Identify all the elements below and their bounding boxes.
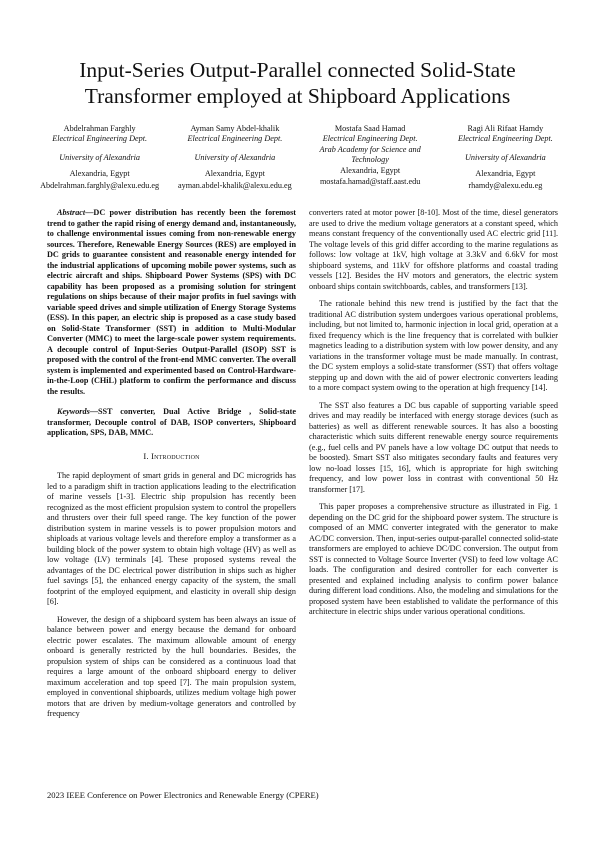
author-name: Abdelrahman Farghly (63, 124, 136, 133)
keywords-text: —SST converter, Dual Active Bridge , Solid-state transformer, Decouple control of DAB, ISOP converters, Shipboard application, SPS, DAB, MMC. (47, 407, 296, 437)
left-column (47, 208, 296, 720)
author-location: Alexandria, Egypt (340, 165, 401, 175)
abstract (47, 208, 296, 397)
author-email: ayman.abdel-khalik@alexu.edu.eg (178, 180, 292, 190)
section-heading-introduction: I. Introduction (143, 450, 200, 461)
author-location: Alexandria, Egypt (475, 169, 536, 179)
right-column (309, 208, 558, 618)
author-location: Alexandria, Egypt (69, 169, 130, 179)
author-dept: Electrical Engineering Dept. (457, 134, 553, 144)
author-2 (167, 124, 302, 191)
author-name: Ayman Samy Abdel-khalik (190, 124, 280, 133)
conference-footer: 2023 IEEE Conference on Power Electronics and Renewable Energy (CPERE) (47, 790, 319, 800)
body-paragraph: This paper proposes a comprehensive structure as illustrated in Fig. 1 depending on the DC grid for the shipboard power system. The structure is composed of an MMC converter integrated with the generator to make AC/DC conversion. Then, input-series output-parallel connected solid-state transformers are employed to achieve DC/DC conversion. The output from SST is connected to Voltage Source Inverter (VSI) to feed low voltage AC loads. The configuration and desired controller for each converter is presented and explained including analysis to confirm power balance during different load conditions. Also, the modeling and simulations for the proposed system have been established to validate the performance of this architecture in electric ships under various operational conditions. (309, 502, 558, 616)
author-4 (438, 124, 573, 191)
author-univ: University of Alexandria (194, 152, 276, 162)
author-name: Mostafa Saad Hamad (334, 124, 406, 133)
author-1 (32, 124, 167, 191)
paper-title: Input-Series Output-Parallel connected Solid-State Transformer employed at Shipboard Applications (79, 58, 516, 108)
author-univ: University of Alexandria (464, 152, 546, 162)
author-dept: Electrical Engineering Dept. (187, 134, 283, 144)
author-dept: Electrical Engineering Dept. (322, 134, 418, 144)
keywords (47, 407, 296, 439)
author-email: mostafa.hamad@staff.aast.edu (319, 177, 421, 187)
keywords-label: Keywords (57, 407, 90, 416)
author-block (32, 124, 573, 191)
author-name: Ragi Ali Rifaat Hamdy (467, 124, 544, 133)
body-paragraph: converters rated at motor power [8-10]. Most of the time, diesel generators are used to drive the medium voltage generators at a constant speed, which means constant frequency of the conventionally used AC electric grid [11]. The voltage levels of this grid differ according to the marine regulations as follows: low voltage at 1kV, high voltage at 3.3kV and 6.6kV for most shipboard systems, and 11kV for offshore platforms and coastal trading vessels [12]. Besides the HV motors and generators, the electric system onboard ships contain switchboards, cables, and transformers [13]. (309, 208, 558, 291)
author-univ: Arab Academy for Science and Technology (319, 144, 421, 165)
author-email: Abdelrahman.farghly@alexu.edu.eg (40, 180, 160, 190)
author-3 (303, 124, 438, 191)
body-paragraph: The rationale behind this new trend is justified by the fact that the traditional AC distribution system undergoes various operational problems, including, but not limited to, harmonic injection in local grid, operation at a fixed frequency which is the line frequency that is correlated with bulkier magnetics leading to a distribution system with low power density, and any variations in the transformer voltage must be made manually. In contrast, the DC system employs a solid-state transformer (SST) that offers voltage stepping up and down with the aid of power electronic converters leading to a more compact system owing to the operation at high frequency [14]. (309, 299, 558, 392)
body-paragraph: The SST also features a DC bus capable of supporting variable speed drives and may readily be interfaced with energy storage devices (such as batteries) as well as different renewable sources. It has also a boosting characteristic which suits different renewable energy source requirements (e.g., fuel cells and PV panels have a low voltage DC output that needs to be boosted). Smart SST also mitigates secondary faults and features very low no-load losses [15, 16], which is appropriate for high switching frequency, and low power loss in contrast with conventional 50 Hz transformer [17]. (309, 400, 558, 494)
author-univ: University of Alexandria (59, 152, 141, 162)
author-location: Alexandria, Egypt (204, 169, 265, 179)
body-paragraph: The rapid deployment of smart grids in general and DC microgrids has led to a paradigm shift in traction applications leading to the electrification of marine vessels [1-3]. Electric ship propulsion has recently been recognized as the most efficient propulsion system to control the propellers and thrusters over their full speed range. The key function of the power distribution system in marine vessels is to power propulsion motors and shiploads at various voltage levels and therefore employ a transformer as a building block of the power system to obtain high voltage (HV) as well as low voltage (LV) terminals [4]. These proposed systems reveal the advantages of the DC electrical power distribution in ships such as higher fuel savings [5], the enhanced energy capacity of the system, the small footprint of the employed equipment, and elasticity in overall ship design [6]. (47, 471, 296, 606)
body-paragraph: However, the design of a shipboard system has been always an issue of balance between power and energy because the demand for onboard electric power escalates. The maximum allowable amount of energy onboard is generally restricted by the hull boundaries. Besides, the propulsion system of ships can be considered as a continuous load that requires a large amount of the onboard shipboard energy to deliver maximum acceleration and top speed [7]. The main propulsion system, employed in conventional shipboards, utilizes medium voltage high power motors that are driven by medium-voltage generators and controlled by frequency (47, 614, 296, 718)
author-email: rhamdy@alexu.edu.eg (468, 180, 543, 190)
author-dept: Electrical Engineering Dept. (52, 134, 148, 144)
abstract-label: Abstract (57, 208, 86, 217)
abstract-text: —DC power distribution has recently been the foremost trend to gather the rapid rising of energy demand and, instantaneously, to challenge environmental issues coming from non-renewable energy sources. Therefore, Renewable Energy Sources (RES) are employed in DC grids to guarantee consistent and reasonable energy intended for the industrial applications of upcoming mobile power systems, such as electric aircraft and ships. Shipboard Power Systems (SPS) with DC capability has been proposed as a promising solution for stringent regulations on ships because of their major profits in fuel savings with variable speed drives and simple utilization of Energy Storage Systems (ESS). In this paper, an electric ship is proposed as a case study based on Solid-State Transformer (SST) in addition to Multi-Modular Converter (MMC) to meet the large-scale power system requirements. A decouple control of Input-Series Output-Parallel (ISOP) SST is proposed with the control of the front-end MMC converter. The overall system is implemented and experimented based on Control-Hardware-in-the-Loop (CHiL) platform to confirm the performance and discuss the results. (47, 208, 296, 396)
